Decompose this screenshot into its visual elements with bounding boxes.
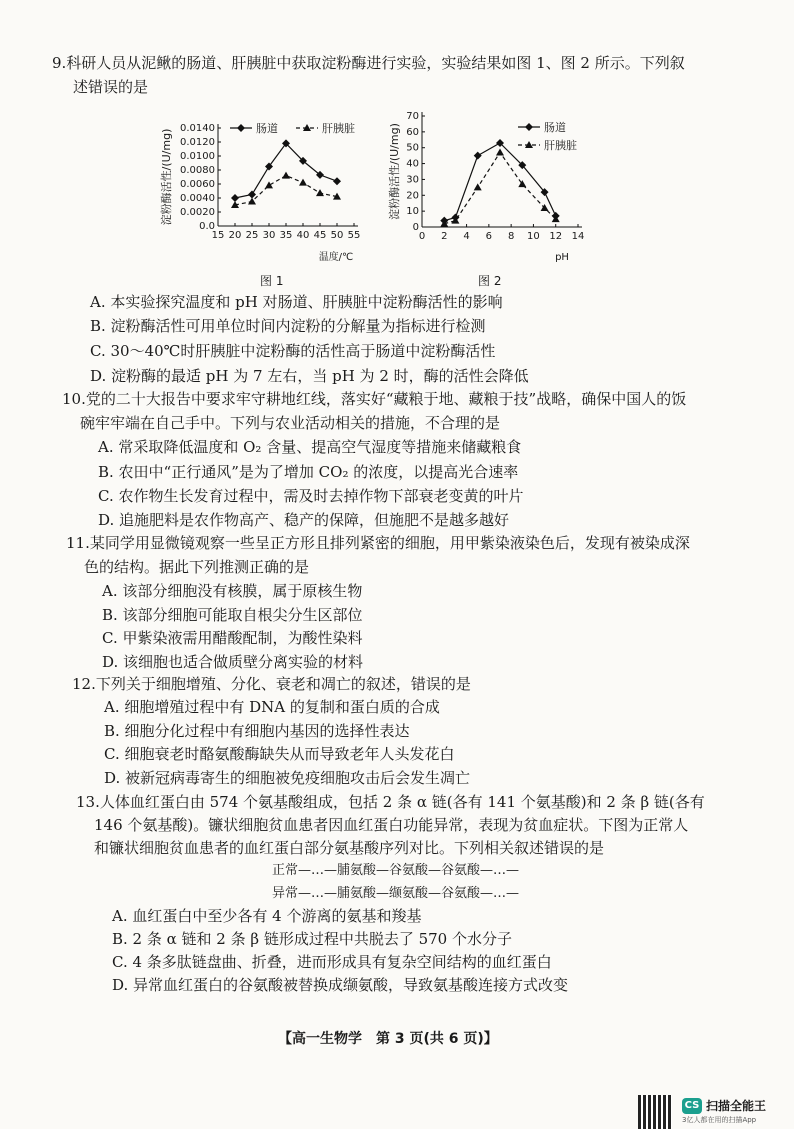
q9-option-b[interactable]: B. 淀粉酶活性可用单位时间内淀粉的分解量为指标进行检测 — [90, 317, 486, 335]
data-point-triangle — [282, 172, 290, 179]
x-tick-label: 10 — [527, 231, 540, 242]
x-tick-label: 20 — [228, 230, 242, 241]
x-axis-label: pH — [555, 252, 569, 263]
x-tick-label: 50 — [330, 230, 344, 241]
q13-option-d[interactable]: D. 异常血红蛋白的谷氨酸被替换成缬氨酸，导致氨基酸连接方式改变 — [112, 976, 569, 994]
q10-option-a[interactable]: A. 常采取降低温度和 O₂ 含量、提高空气湿度等措施来储藏粮食 — [98, 438, 522, 456]
q13-stem-line3: 和镰状细胞贫血患者的血红蛋白部分氨基酸序列对比。下列相关叙述错误的是 — [94, 839, 605, 857]
figure-1-caption: 图 1 — [260, 274, 284, 288]
q12-option-c[interactable]: C. 细胞衰老时酪氨酸酶缺失从而导致老年人头发花白 — [104, 745, 455, 763]
data-point-triangle — [316, 189, 324, 196]
y-axis-label: 淀粉酶活性/(U/mg) — [388, 123, 401, 220]
q11-option-a[interactable]: A. 该部分细胞没有核膜，属于原核生物 — [102, 582, 363, 600]
scanner-app-name: 扫描全能王 — [706, 1099, 767, 1113]
x-tick-label: 30 — [262, 230, 276, 241]
series-line-1 — [235, 143, 337, 198]
y-tick-label: 0.0100 — [180, 151, 215, 162]
q10-stem-line1: 10.党的二十大报告中要求牢守耕地红线，落实好“藏粮于地、藏粮于技”战略，确保中国人的饭 — [62, 390, 687, 408]
data-point-triangle — [496, 148, 504, 155]
x-tick-label: 35 — [279, 230, 293, 241]
x-tick-label: 6 — [485, 231, 493, 242]
q13-sequence-normal: 正常—…—脯氨酸—谷氨酸—谷氨酸—…— — [272, 863, 520, 878]
legend-marker-diamond — [525, 123, 533, 131]
figure-2-caption: 图 2 — [478, 274, 502, 288]
legend-label-1: 肠道 — [256, 122, 278, 135]
q13-option-c[interactable]: C. 4 条多肽链盘曲、折叠，进而形成具有复杂空间结构的血红蛋白 — [112, 953, 552, 971]
y-tick-label: 40 — [406, 158, 419, 170]
y-tick-label: 0.0020 — [180, 207, 215, 218]
x-tick-label: 0 — [418, 231, 426, 242]
q11-option-c[interactable]: C. 甲紫染液需用醋酸配制，为酸性染料 — [102, 629, 363, 647]
x-tick-label: 4 — [463, 231, 470, 242]
y-tick-label: 0.0 — [199, 221, 215, 232]
q10-option-c[interactable]: C. 农作物生长发育过程中，需及时去掉作物下部衰老变黄的叶片 — [98, 487, 524, 505]
legend-label-2: 肝胰脏 — [544, 139, 577, 152]
q12-option-b[interactable]: B. 细胞分化过程中有细胞内基因的选择性表达 — [104, 722, 410, 740]
y-tick-label: 20 — [406, 190, 419, 202]
x-tick-label: 40 — [296, 230, 310, 241]
q11-stem-line1: 11.某同学用显微镜观察一些呈正方形且排列紧密的细胞，用甲紫染液染色后，发现有被染成深 — [66, 534, 690, 552]
q9-option-d[interactable]: D. 淀粉酶的最适 pH 为 7 左右，当 pH 为 2 时，酶的活性会降低 — [90, 367, 529, 385]
camscanner-logo-icon: CS — [682, 1098, 702, 1114]
legend-marker-diamond — [237, 124, 245, 132]
page-footer: 【高一生物学 第 3 页(共 6 页)】 — [278, 1031, 498, 1047]
figure-1-chart — [160, 112, 390, 262]
x-tick-label: 2 — [441, 231, 448, 242]
q10-stem-line2: 碗牢牢端在自己手中。下列与农业活动相关的措施，不合理的是 — [80, 414, 501, 432]
x-tick-label: 45 — [313, 230, 327, 241]
data-point-triangle — [541, 204, 549, 211]
x-tick-label: 25 — [245, 230, 259, 241]
y-tick-label: 10 — [406, 206, 419, 218]
x-tick-label: 8 — [507, 231, 515, 242]
q13-option-b[interactable]: B. 2 条 α 链和 2 条 β 链形成过程中共脱去了 570 个水分子 — [112, 930, 512, 948]
y-tick-label: 0.0140 — [180, 123, 215, 134]
q11-stem-line2: 色的结构。据此下列推测正确的是 — [84, 558, 310, 576]
q13-stem-line1: 13.人体血红蛋白由 574 个氨基酸组成，包括 2 条 α 链(各有 141 个氨基酸)和 2 条 β 链(各有 — [76, 793, 705, 811]
data-point-triangle — [299, 179, 307, 186]
q9-stem-line1: 9.科研人员从泥鳅的肠道、肝胰脏中获取淀粉酶进行实验，实验结果如图 1、图 2 所示。下列叙 — [52, 54, 685, 72]
series-line-2 — [444, 152, 555, 223]
q11-option-b[interactable]: B. 该部分细胞可能取自根尖分生区部位 — [102, 606, 363, 624]
y-tick-label: 0.0040 — [180, 193, 215, 204]
data-point-diamond — [231, 194, 239, 202]
y-axis-label: 淀粉酶活性/(U/mg) — [160, 128, 173, 226]
x-tick-label: 12 — [549, 231, 563, 242]
data-point-triangle — [474, 183, 482, 190]
y-tick-label: 50 — [406, 142, 419, 154]
q13-stem-line2: 146 个氨基酸)。镰状细胞贫血患者因血红蛋白功能异常，表现为贫血症状。下图为正常人 — [94, 816, 689, 834]
y-tick-label: 30 — [406, 174, 419, 186]
y-tick-label: 60 — [406, 126, 419, 138]
q13-option-a[interactable]: A. 血红蛋白中至少各有 4 个游离的氨基和羧基 — [112, 907, 422, 925]
q12-option-d[interactable]: D. 被新冠病毒寄生的细胞被免疫细胞攻击后会发生凋亡 — [104, 769, 471, 787]
q12-option-a[interactable]: A. 细胞增殖过程中有 DNA 的复制和蛋白质的合成 — [104, 698, 440, 716]
y-tick-label: 0.0120 — [180, 137, 215, 148]
figure-2-chart — [388, 108, 618, 263]
q12-stem: 12.下列关于细胞增殖、分化、衰老和凋亡的叙述，错误的是 — [72, 675, 471, 693]
x-axis-label: 温度/℃ — [318, 252, 354, 262]
q11-option-d[interactable]: D. 该细胞也适合做质壁分离实验的材料 — [102, 653, 364, 671]
q10-option-d[interactable]: D. 追施肥料是农作物高产、稳产的保障，但施肥不是越多越好 — [98, 511, 510, 529]
q10-option-b[interactable]: B. 农田中“正行通风”是为了增加 CO₂ 的浓度，以提高光合速率 — [98, 463, 519, 481]
data-point-diamond — [248, 191, 256, 199]
q13-sequence-abnormal: 异常—…—脯氨酸—缬氨酸—谷氨酸—…— — [272, 886, 520, 901]
y-tick-label: 0.0080 — [180, 165, 215, 176]
scanner-app-tagline: 3亿人都在用的扫描App — [682, 1116, 757, 1124]
y-tick-label: 0 — [412, 222, 419, 233]
data-point-diamond — [474, 152, 482, 160]
legend-label-1: 肠道 — [544, 121, 566, 134]
y-tick-label: 0.0060 — [180, 179, 215, 190]
q9-stem-line2: 述错误的是 — [73, 78, 149, 96]
x-tick-label: 55 — [347, 230, 361, 241]
y-tick-label: 70 — [406, 111, 419, 122]
data-point-triangle — [265, 181, 273, 188]
x-tick-label: 15 — [211, 230, 225, 241]
legend-label-2: 肝胰脏 — [322, 122, 355, 135]
data-point-diamond — [333, 177, 341, 185]
x-tick-label: 14 — [571, 231, 585, 242]
q9-option-c[interactable]: C. 30～40℃时肝胰脏中淀粉酶的活性高于肠道中淀粉酶活性 — [90, 342, 496, 360]
q9-option-a[interactable]: A. 本实验探究温度和 pH 对肠道、肝胰脏中淀粉酶活性的影响 — [90, 293, 503, 311]
